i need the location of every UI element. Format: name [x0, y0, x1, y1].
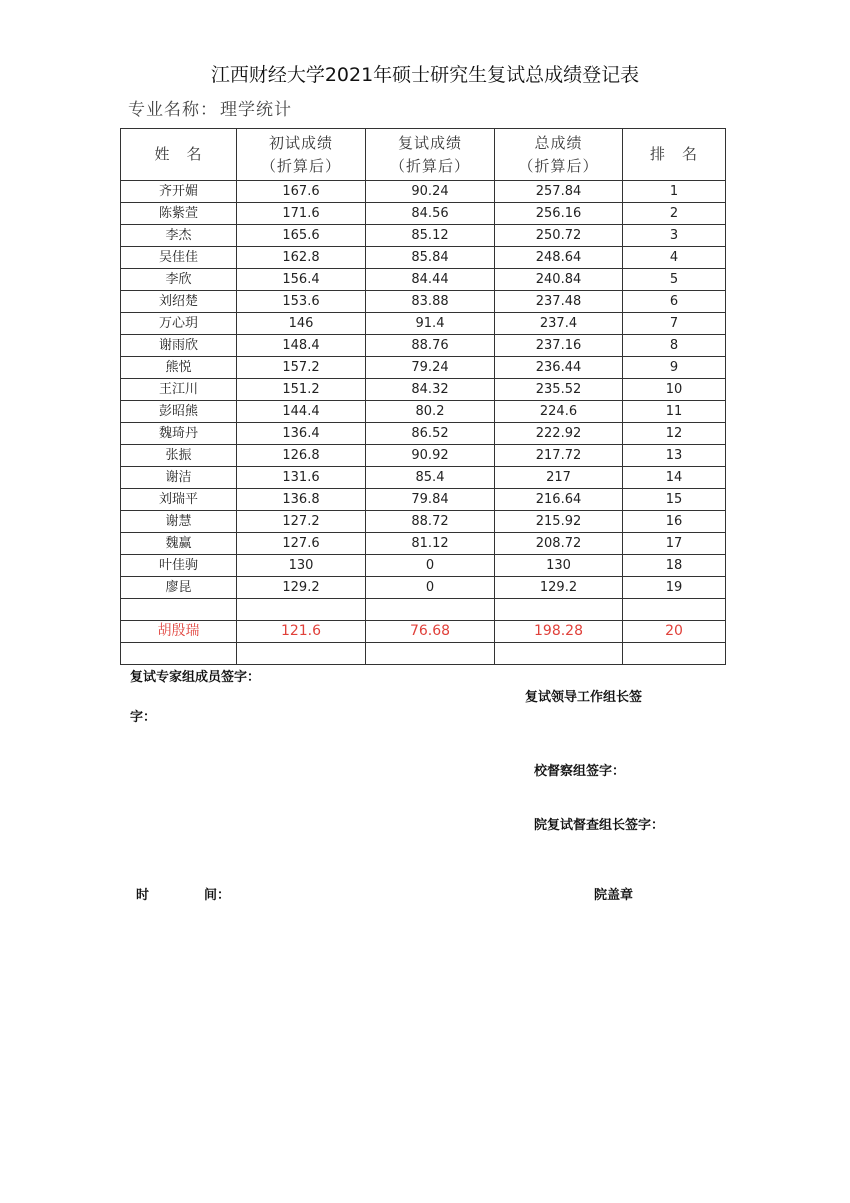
cell-empty	[237, 599, 366, 621]
cell-retest: 76.68	[366, 621, 495, 643]
table-row	[121, 401, 726, 423]
page-title: 江西财经大学2021年硕士研究生复试总成绩登记表	[210, 64, 640, 86]
cell-rank: 19	[623, 577, 726, 599]
table-row	[121, 203, 726, 225]
cell-total: 130	[495, 555, 623, 577]
cell-name: 张振	[121, 445, 237, 467]
cell-empty	[366, 599, 495, 621]
table-row	[121, 335, 726, 357]
table-row	[121, 225, 726, 247]
table-row-highlighted	[121, 621, 726, 643]
cell-name: 齐开媚	[121, 181, 237, 203]
header-retest-line2: （折算后）	[389, 156, 470, 175]
cell-rank: 4	[623, 247, 726, 269]
cell-retest: 85.4	[366, 467, 495, 489]
header-initial-line1: 初试成绩	[268, 133, 333, 152]
cell-retest: 90.24	[366, 181, 495, 203]
cell-rank: 16	[623, 511, 726, 533]
cell-total: 198.28	[495, 621, 623, 643]
cell-total: 248.64	[495, 247, 623, 269]
header-retest-line1: 复试成绩	[397, 133, 462, 152]
cell-retest: 85.84	[366, 247, 495, 269]
cell-name: 廖昆	[121, 577, 237, 599]
cell-name: 万心玥	[121, 313, 237, 335]
cell-rank: 15	[623, 489, 726, 511]
table-row	[121, 247, 726, 269]
cell-rank: 7	[623, 313, 726, 335]
cell-retest: 79.24	[366, 357, 495, 379]
table-row	[121, 181, 726, 203]
cell-name: 刘瑞平	[121, 489, 237, 511]
header-initial-score	[237, 129, 366, 181]
expert-signature-label: 复试专家组成员签字：	[130, 670, 261, 685]
cell-rank: 5	[623, 269, 726, 291]
table-row	[121, 269, 726, 291]
table-row	[121, 533, 726, 555]
table-row	[121, 379, 726, 401]
table-row	[121, 555, 726, 577]
cell-total: 235.52	[495, 379, 623, 401]
table-row	[121, 445, 726, 467]
cell-total: 217	[495, 467, 623, 489]
cell-retest: 80.2	[366, 401, 495, 423]
cell-total: 256.16	[495, 203, 623, 225]
cell-retest: 84.56	[366, 203, 495, 225]
cell-retest: 79.84	[366, 489, 495, 511]
cell-name: 叶佳驹	[121, 555, 237, 577]
cell-name: 魏赢	[121, 533, 237, 555]
header-total-line1: 总成绩	[534, 133, 583, 152]
cell-initial: 127.2	[237, 511, 366, 533]
cell-empty	[366, 643, 495, 665]
cell-rank: 1	[623, 181, 726, 203]
header-name: 姓 名	[121, 129, 237, 181]
major-value: 理学统计	[220, 100, 292, 120]
cell-name: 谢慧	[121, 511, 237, 533]
cell-initial: 121.6	[237, 621, 366, 643]
cell-initial: 148.4	[237, 335, 366, 357]
cell-total: 217.72	[495, 445, 623, 467]
cell-retest: 84.32	[366, 379, 495, 401]
cell-name: 王江川	[121, 379, 237, 401]
table-row	[121, 511, 726, 533]
table-row	[121, 577, 726, 599]
cell-initial: 146	[237, 313, 366, 335]
cell-initial: 171.6	[237, 203, 366, 225]
table-row	[121, 467, 726, 489]
cell-name: 谢洁	[121, 467, 237, 489]
cell-rank: 14	[623, 467, 726, 489]
cell-initial: 130	[237, 555, 366, 577]
cell-total: 224.6	[495, 401, 623, 423]
header-rank: 排 名	[623, 129, 726, 181]
cell-rank: 12	[623, 423, 726, 445]
cell-empty	[623, 599, 726, 621]
table-row-empty	[121, 599, 726, 621]
cell-empty	[623, 643, 726, 665]
cell-rank: 8	[623, 335, 726, 357]
cell-initial: 131.6	[237, 467, 366, 489]
cell-name: 魏琦丹	[121, 423, 237, 445]
cell-empty	[121, 643, 237, 665]
cell-rank: 13	[623, 445, 726, 467]
table-row	[121, 489, 726, 511]
cell-initial: 157.2	[237, 357, 366, 379]
cell-total: 257.84	[495, 181, 623, 203]
table-row	[121, 313, 726, 335]
cell-total: 129.2	[495, 577, 623, 599]
major-line	[128, 97, 292, 123]
cell-rank: 11	[623, 401, 726, 423]
leader-signature-label: 复试领导工作组长签	[525, 690, 643, 705]
cell-name: 胡殷瑞	[121, 621, 237, 643]
time-label-char1: 时	[136, 888, 150, 903]
cell-rank: 3	[623, 225, 726, 247]
cell-rank: 9	[623, 357, 726, 379]
table-row	[121, 291, 726, 313]
cell-initial: 129.2	[237, 577, 366, 599]
table-header-row	[121, 129, 726, 181]
cell-total: 237.16	[495, 335, 623, 357]
college-supervision-signature-label: 院复试督查组长签字：	[534, 818, 665, 833]
header-initial-line2: （折算后）	[260, 156, 341, 175]
cell-retest: 85.12	[366, 225, 495, 247]
cell-total: 208.72	[495, 533, 623, 555]
cell-initial: 156.4	[237, 269, 366, 291]
header-total-line2: （折算后）	[518, 156, 599, 175]
cell-retest: 84.44	[366, 269, 495, 291]
cell-rank: 20	[623, 621, 726, 643]
cell-retest: 0	[366, 555, 495, 577]
cell-rank: 6	[623, 291, 726, 313]
cell-initial: 136.4	[237, 423, 366, 445]
cell-rank: 10	[623, 379, 726, 401]
cell-empty	[495, 599, 623, 621]
major-label: 专业名称：	[128, 100, 218, 120]
cell-name: 吴佳佳	[121, 247, 237, 269]
table-row	[121, 423, 726, 445]
cell-retest: 0	[366, 577, 495, 599]
cell-initial: 162.8	[237, 247, 366, 269]
cell-initial: 165.6	[237, 225, 366, 247]
cell-total: 237.4	[495, 313, 623, 335]
cell-retest: 83.88	[366, 291, 495, 313]
cell-retest: 90.92	[366, 445, 495, 467]
cell-name: 彭昭熊	[121, 401, 237, 423]
cell-total: 240.84	[495, 269, 623, 291]
cell-empty	[495, 643, 623, 665]
cell-total: 237.48	[495, 291, 623, 313]
cell-total: 216.64	[495, 489, 623, 511]
cell-initial: 127.6	[237, 533, 366, 555]
cell-retest: 81.12	[366, 533, 495, 555]
time-label-char2: 间：	[204, 888, 231, 903]
cell-total: 215.92	[495, 511, 623, 533]
supervision-signature-label: 校督察组签字：	[534, 764, 626, 779]
cell-name: 李欣	[121, 269, 237, 291]
cell-name: 陈紫萱	[121, 203, 237, 225]
header-total-score	[495, 129, 623, 181]
cell-initial: 153.6	[237, 291, 366, 313]
cell-total: 222.92	[495, 423, 623, 445]
cell-initial: 136.8	[237, 489, 366, 511]
cell-empty	[121, 599, 237, 621]
header-retest-score	[366, 129, 495, 181]
cell-retest: 88.76	[366, 335, 495, 357]
cell-total: 236.44	[495, 357, 623, 379]
cell-rank: 17	[623, 533, 726, 555]
table-row-empty	[121, 643, 726, 665]
cell-name: 刘绍楚	[121, 291, 237, 313]
cell-retest: 88.72	[366, 511, 495, 533]
cell-rank: 2	[623, 203, 726, 225]
cell-name: 熊悦	[121, 357, 237, 379]
table-row	[121, 357, 726, 379]
cell-rank: 18	[623, 555, 726, 577]
cell-initial: 151.2	[237, 379, 366, 401]
cell-retest: 91.4	[366, 313, 495, 335]
cell-initial: 126.8	[237, 445, 366, 467]
cell-empty	[237, 643, 366, 665]
expert-signature-label-cont: 字：	[130, 710, 157, 725]
cell-name: 李杰	[121, 225, 237, 247]
college-seal-label: 院盖章	[594, 888, 634, 903]
cell-total: 250.72	[495, 225, 623, 247]
cell-name: 谢雨欣	[121, 335, 237, 357]
cell-initial: 167.6	[237, 181, 366, 203]
score-table	[120, 128, 726, 665]
cell-retest: 86.52	[366, 423, 495, 445]
cell-initial: 144.4	[237, 401, 366, 423]
